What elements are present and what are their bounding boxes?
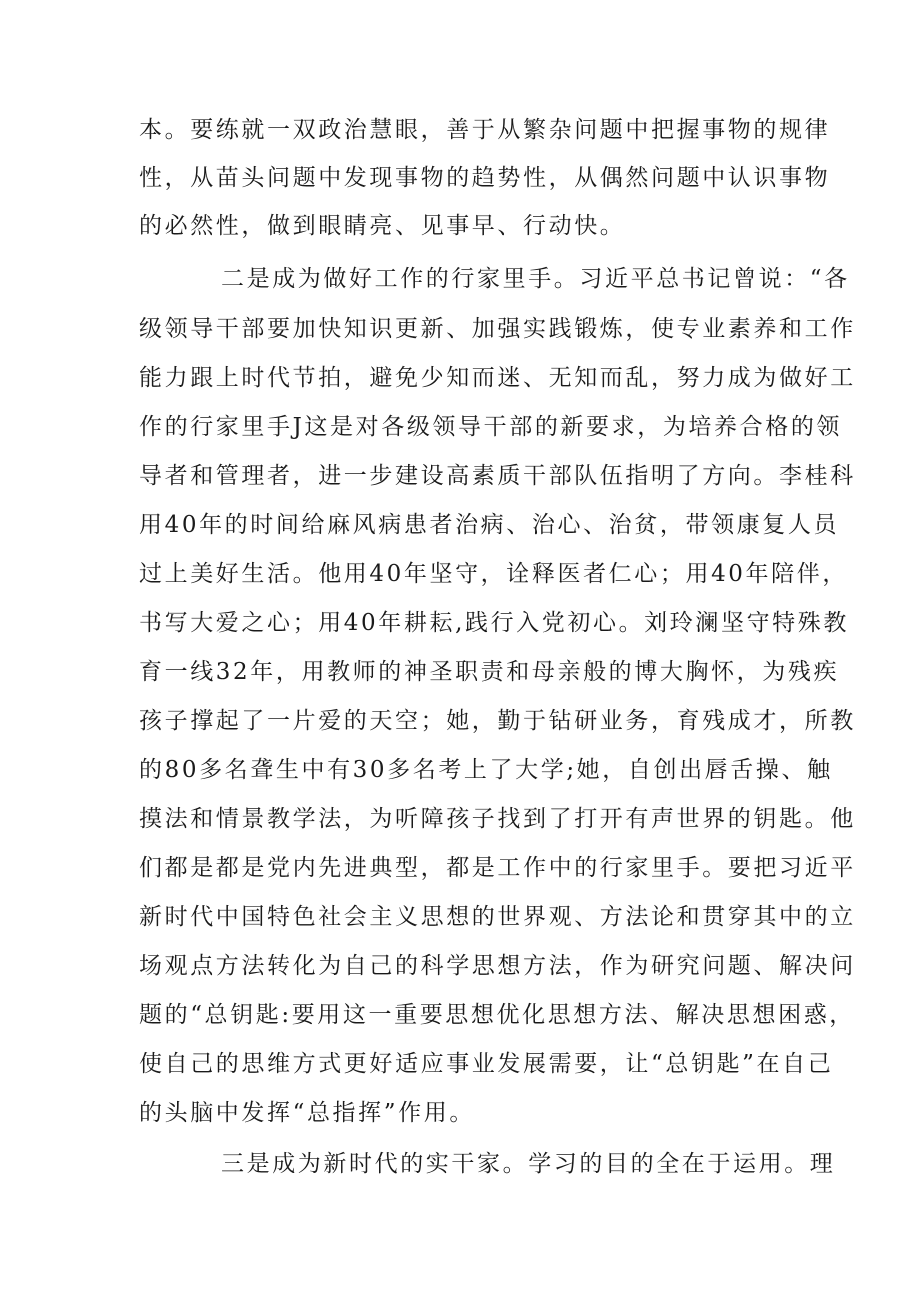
text-line: 本。要练就一双政治慧眼，善于从繁杂问题中把握事物的规律 [139,117,831,143]
text-line: 书写大爱之心；用40年耕耘,践行入党初心。刘玲澜坚守特殊教 [139,610,849,636]
text-line: 新时代中国特色社会主义思想的世界观、方法论和贯穿其中的立 [139,904,856,930]
text-line: 级领导干部要加快知识更新、加强实践锻炼，使专业素养和工作 [139,316,856,342]
text-line: 场观点方法转化为自己的科学思想方法，作为研究问题、解决问 [139,953,856,979]
text-line: 的头脑中发挥“总指挥”作用。 [139,1100,475,1126]
text-line: 用40年的时间给麻风病患者治病、治心、治贫，带领康复人员 [139,512,840,538]
text-line: 三是成为新时代的实干家。学习的目的全在于运用。理 [221,1151,836,1177]
text-line: 导者和管理者，进一步建设高素质干部队伍指明了方向。李桂科 [139,463,856,489]
text-line: 们都是都是党内先进典型，都是工作中的行家里手。要把习近平 [139,855,856,881]
text-line: 使自己的思维方式更好适应事业发展需要，让“总钥匙”在自己 [139,1051,834,1077]
text-line: 的80多名聋生中有30多名考上了大学;她，自创出唇舌操、触 [139,757,833,783]
text-line: 的必然性，做到眼睛亮、见事早、行动快。 [139,213,626,239]
text-line: 过上美好生活。他用40年坚守，诠释医者仁心；用40年陪伴， [139,561,848,587]
text-line: 能力跟上时代节拍，避免少知而迷、无知而乱，努力成为做好工 [139,365,856,391]
text-line: 作的行家里手J这是对各级领导干部的新要求，为培养合格的领 [139,414,843,440]
text-line: 摸法和情景教学法，为听障孩子找到了打开有声世界的钥匙。他 [139,806,856,832]
text-line: 性，从苗头问题中发现事物的趋势性，从偶然问题中认识事物 [139,165,831,191]
text-line: 题的“总钥匙:要用这一重要思想优化思想方法、解决思想困惑， [139,1002,855,1028]
text-line: 育一线32年，用教师的神圣职责和母亲般的博大胸怀，为残疾 [139,659,840,685]
text-line: 孩子撑起了一片爱的天空；她，勤于钻研业务，育残成才，所教 [139,708,856,734]
text-line: 二是成为做好工作的行家里手。习近平总书记曾说：“各 [221,266,850,292]
